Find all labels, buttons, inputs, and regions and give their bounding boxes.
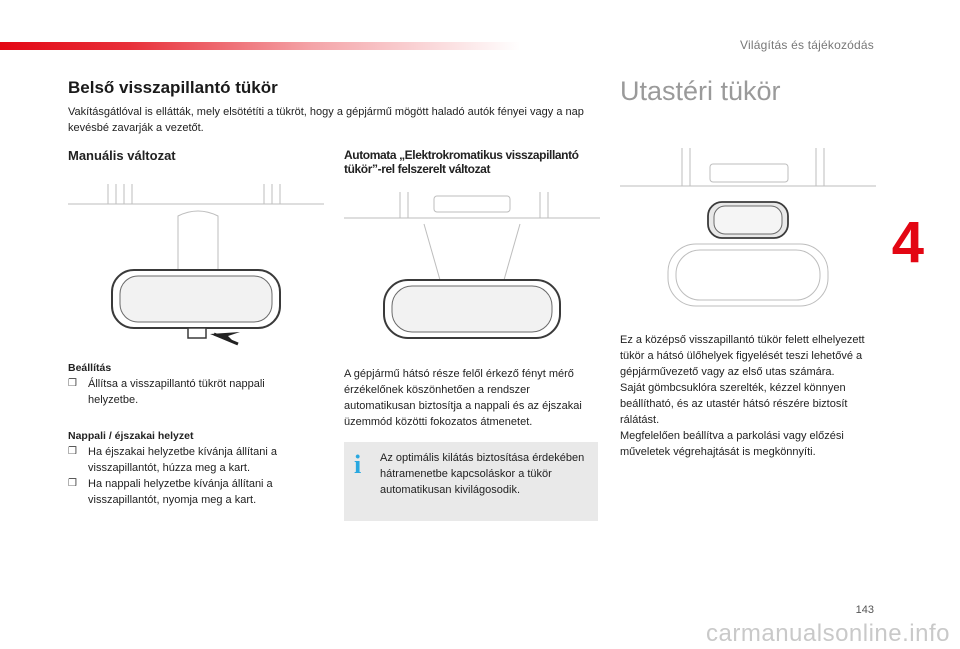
- auto-version-heading: Automata „Elektrokromatikus visszapillantó tükör”-rel felszerelt változat: [344, 148, 579, 176]
- adjust-item-text: Állítsa a visszapillantó tükröt nappali helyzetbe.: [88, 378, 265, 406]
- interior-mirror-description: [620, 332, 876, 460]
- watermark-text: carmanualsonline.info: [706, 620, 950, 647]
- paragraph: Ez a középső visszapillantó tükör felett elhelyezett tükör a hátsó ülőhelyek figyelését teszi lehetővé a gépjárművezető vagy az első utas számára.: [620, 334, 865, 378]
- manual-version-heading: Manuális változat: [68, 148, 176, 163]
- list-item: [68, 444, 308, 476]
- interior-mirror-title: Utastéri tükör: [620, 76, 781, 106]
- auto-description: A gépjármű hátsó része felől érkező fényt mérő érzékelőnek köszönhetően a rendszer automatikusan biztosítja a nappali és az éjszakai üzemmód közötti fokozatos átmenetet.: [344, 368, 582, 428]
- adjust-section: [68, 362, 308, 408]
- day-night-item-text: Ha éjszakai helyzetbe kívánja állítani a visszapillantót, húzza meg a kart.: [88, 446, 277, 474]
- page-title: Belső visszapillantó tükör: [68, 78, 278, 97]
- adjust-label: Beállítás: [68, 362, 112, 374]
- auto-mirror-illustration: [344, 184, 600, 344]
- intro-paragraph: Vakításgátlóval is ellátták, mely elsötétíti a tükröt, hogy a gépjármű mögött haladó autók fényei vagy a nap kevésbé zavarják a vezetőt.: [68, 106, 584, 134]
- paragraph: Megfelelően beállítva a parkolási vagy előzési műveletek végrehajtását is megkönnyíti.: [620, 430, 844, 458]
- page-number: 143: [855, 604, 874, 616]
- list-item: [68, 376, 308, 408]
- interior-mirror-illustration: [620, 144, 876, 312]
- checkbox-bullet-icon: ❒: [68, 478, 77, 489]
- day-night-item-text: Ha nappali helyzetbe kívánja állítani a visszapillantót, nyomja meg a kart.: [88, 478, 273, 506]
- checkbox-bullet-icon: ❒: [68, 378, 77, 389]
- header-accent-bar: [0, 42, 520, 50]
- manual-mirror-illustration: [68, 176, 324, 348]
- chapter-number: 4: [891, 210, 924, 275]
- day-night-section: [68, 430, 308, 508]
- day-night-label: Nappali / éjszakai helyzet: [68, 430, 194, 442]
- chapter-title: Világítás és tájékozódás: [740, 38, 874, 52]
- info-icon: i: [354, 450, 362, 479]
- info-box: [344, 442, 598, 521]
- list-item: [68, 476, 308, 508]
- checkbox-bullet-icon: ❒: [68, 446, 77, 457]
- info-text: Az optimális kilátás biztosítása érdekében hátramenetbe kapcsoláskor a tükör automatikusan kivilágosodik.: [380, 452, 585, 496]
- paragraph: Saját gömbcsuklóra szerelték, kézzel könnyen beállítható, és az utastér hátsó részére biztosít rálátást.: [620, 382, 848, 426]
